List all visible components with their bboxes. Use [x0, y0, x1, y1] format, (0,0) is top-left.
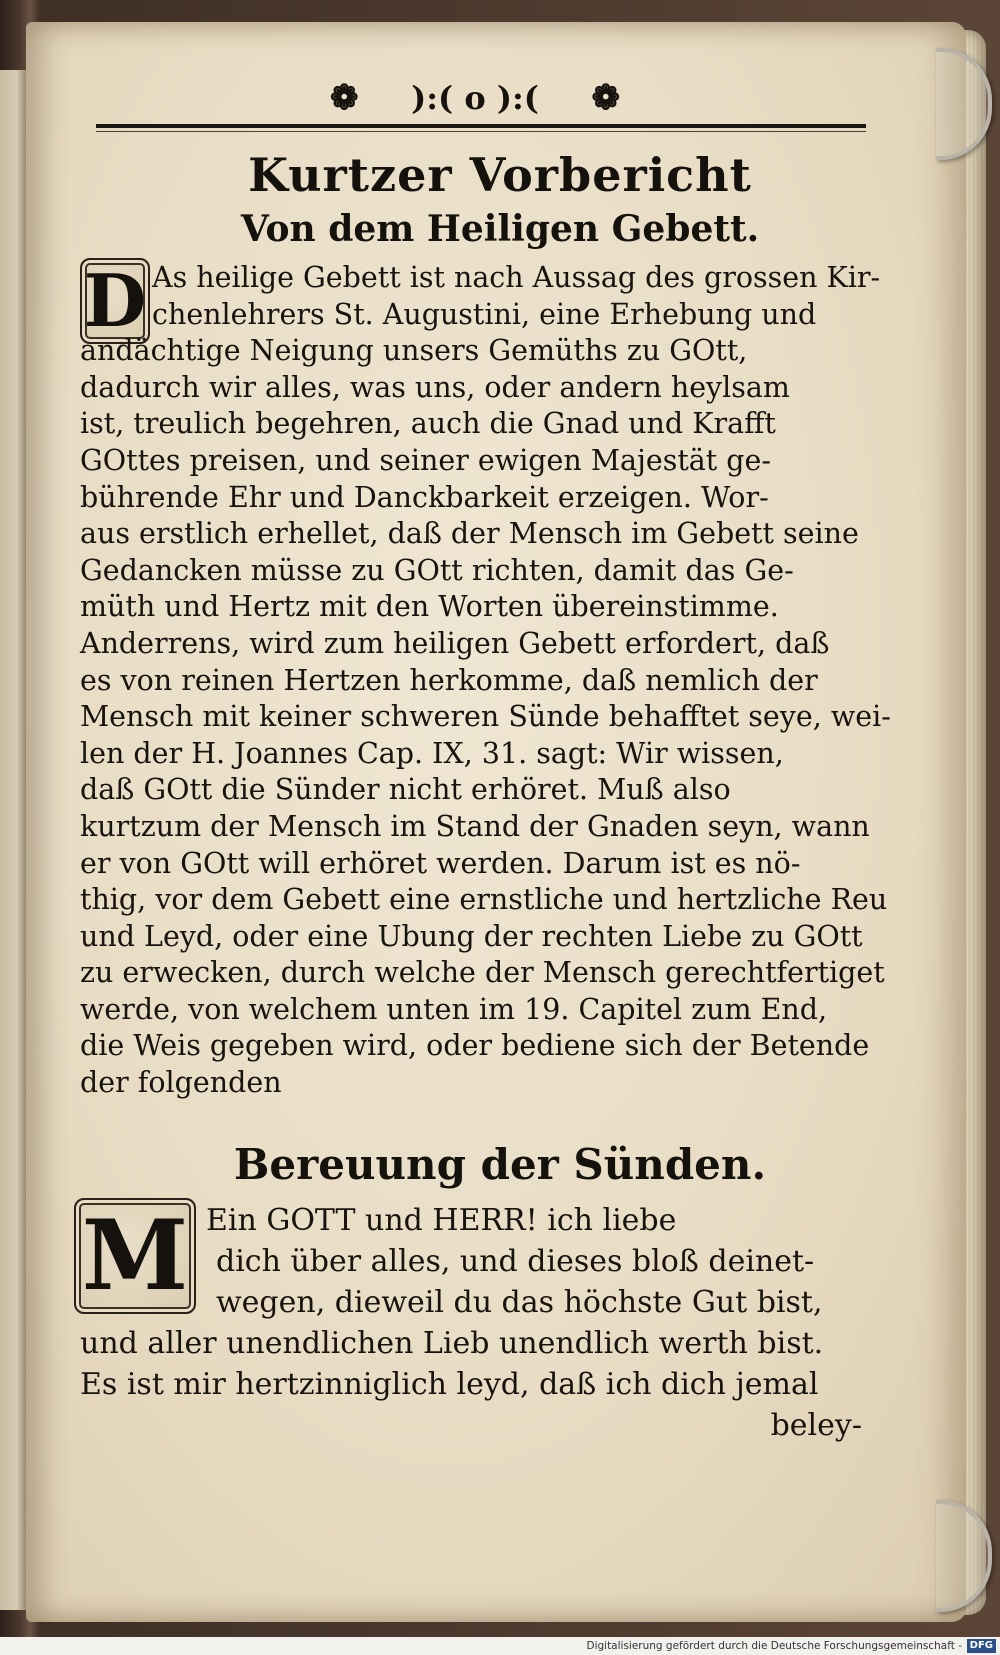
header-rule-thin — [96, 131, 866, 132]
text-line: wegen, dieweil du das höchste Gut bist, — [216, 1285, 823, 1320]
text-line: und Leyd, oder eine Ubung der rechten Liebe zu GOtt — [80, 919, 863, 953]
text-line: er von GOtt will erhöret werden. Darum ist es nö- — [80, 846, 801, 880]
page-subtitle: Von dem Heiligen Gebett. — [240, 208, 760, 250]
page-header-ornament — [330, 78, 620, 118]
fleuron-right-icon: ❁ — [591, 78, 620, 118]
text-line: dich über alles, und dieses bloß deinet- — [216, 1244, 815, 1279]
text-line: zu erwecken, durch welche der Mensch gerechtfertiget — [80, 956, 885, 990]
text-line: kurtzum der Mensch im Stand der Gnaden seyn, wann — [80, 809, 870, 843]
text-line: dadurch wir alles, was uns, oder andern heylsam — [80, 370, 790, 404]
text-line: aus erstlich erhellet, daß der Mensch im Gebett seine — [80, 517, 859, 551]
section-heading: Bereuung der Sünden. — [233, 1140, 767, 1189]
text-line: Mensch mit keiner schweren Sünde behafftet seye, wei- — [80, 700, 891, 734]
text-line: thig, vor dem Gebett eine ernstliche und hertzliche Reu — [80, 883, 888, 917]
text-line: Ein GOTT und HERR! ich liebe — [206, 1203, 677, 1238]
text-line: ist, treulich begehren, auch die Gnad und Krafft — [80, 407, 776, 441]
text-line: As heilige Gebett ist nach Aussag des grossen Kir- — [152, 261, 881, 294]
intro-paragraph — [80, 260, 891, 1102]
fleuron-left-icon: ❁ — [330, 78, 359, 118]
text-line: Anderrens, wird zum heiligen Gebett erfordert, daß — [80, 626, 830, 660]
text-line: der folgenden — [80, 1066, 282, 1100]
text-line: GOttes preisen, und seiner ewigen Majestät ge- — [80, 443, 772, 477]
dfg-logo: DFG — [967, 1639, 996, 1653]
intro-drop-cap: D — [80, 258, 150, 344]
prayer-drop-cap: M — [74, 1198, 196, 1314]
text-line: Es ist mir hertzinniglich leyd, daß ich dich jemal — [80, 1367, 819, 1402]
text-line: bührende Ehr und Danckbarkeit erzeigen. Wor- — [80, 480, 769, 514]
header-ornament-center: ):( o ):( — [411, 79, 539, 117]
text-line: Gedancken müsse zu GOtt richten, damit das Ge- — [80, 553, 794, 587]
text-line: und aller unendlichen Lieb unendlich werth bist. — [80, 1326, 824, 1361]
page-title: Kurtzer Vorbericht — [248, 148, 752, 202]
text-line: chenlehrers St. Augustini, eine Erhebung und — [152, 297, 817, 331]
previous-page-edge — [0, 70, 28, 1610]
text-line: daß GOtt die Sünder nicht erhöret. Muß also — [80, 773, 731, 807]
text-line: andächtige Neigung unsers Gemüths zu GOtt, — [80, 334, 748, 368]
digitization-credit: Digitalisierung gefördert durch die Deutsche Forschungsgemeinschaft - — [586, 1640, 962, 1652]
text-line: müth und Hertz mit den Worten übereinstimme. — [80, 590, 779, 624]
catchword: beley- — [770, 1408, 862, 1443]
header-rule — [96, 124, 866, 128]
text-line: die Weis gegeben wird, oder bediene sich der Betende — [80, 1029, 870, 1063]
text-line: len der H. Joannes Cap. IX, 31. sagt: Wir wissen, — [80, 736, 784, 770]
text-line: es von reinen Hertzen herkomme, daß nemlich der — [80, 663, 818, 697]
prayer-paragraph — [80, 1200, 862, 1446]
text-line: werde, von welchem unten im 19. Capitel zum End, — [80, 992, 828, 1026]
